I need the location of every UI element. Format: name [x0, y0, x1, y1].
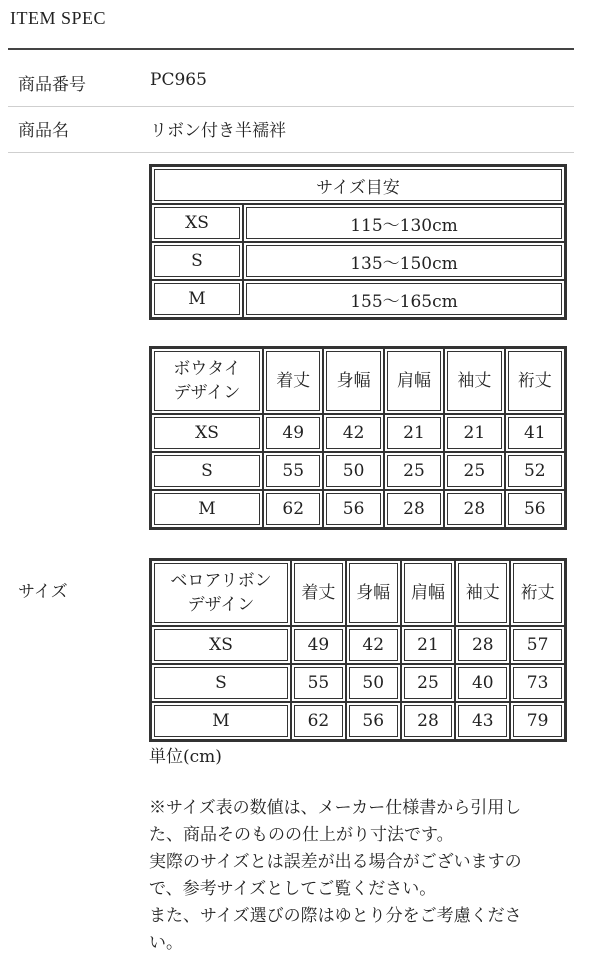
value-cell: 40: [455, 664, 510, 702]
note-line: ※サイズ表の数値は、メーカー仕様書から引用し: [149, 798, 522, 818]
column-header: 肩幅: [401, 560, 456, 626]
size-cell: S: [151, 452, 263, 490]
value-cell: 42: [346, 626, 401, 664]
size-cell: XS: [151, 204, 243, 242]
column-header: 身幅: [323, 348, 383, 414]
note-line: 実際のサイズとは誤差が出る場合がございますの: [149, 852, 522, 872]
product-number-label: 商品番号: [18, 75, 86, 95]
size-cell: M: [151, 702, 291, 740]
column-header: 袖丈: [444, 348, 504, 414]
note-line: た、商品そのものの仕上がり寸法です。: [149, 825, 454, 845]
table-row: [151, 702, 565, 740]
size-cell: S: [151, 664, 291, 702]
size-note: [149, 795, 569, 957]
bowtie-measurements-table: [149, 346, 567, 530]
product-name-value: リボン付き半襦袢: [150, 121, 286, 141]
value-cell: 28: [401, 702, 456, 740]
table-row: [151, 490, 565, 528]
range-cell: 135〜150cm: [243, 242, 565, 280]
size-cell: M: [151, 280, 243, 318]
unit-label: 単位(cm): [149, 747, 222, 767]
size-cell: XS: [151, 626, 291, 664]
table-row: [151, 242, 565, 280]
value-cell: 25: [384, 452, 444, 490]
column-header: 肩幅: [384, 348, 444, 414]
value-cell: 57: [510, 626, 565, 664]
table-row: [151, 626, 565, 664]
row-divider: [8, 152, 574, 153]
item-spec-heading: ITEM SPEC: [10, 8, 107, 28]
column-header: 身幅: [346, 560, 401, 626]
bowtie-header-line2: デザイン: [173, 383, 241, 403]
value-cell: 43: [455, 702, 510, 740]
product-name-label: 商品名: [18, 121, 69, 141]
note-line: い。: [149, 933, 183, 953]
column-header: 裄丈: [505, 348, 565, 414]
row-divider: [8, 106, 574, 107]
value-cell: 21: [444, 414, 504, 452]
column-header: 裄丈: [510, 560, 565, 626]
column-header: 着丈: [263, 348, 323, 414]
value-cell: 52: [505, 452, 565, 490]
value-cell: 56: [323, 490, 383, 528]
table-row: [151, 204, 565, 242]
value-cell: 56: [505, 490, 565, 528]
size-cell: XS: [151, 414, 263, 452]
size-cell: M: [151, 490, 263, 528]
value-cell: 42: [323, 414, 383, 452]
value-cell: 25: [444, 452, 504, 490]
value-cell: 41: [505, 414, 565, 452]
value-cell: 56: [346, 702, 401, 740]
size-cell: S: [151, 242, 243, 280]
value-cell: 21: [401, 626, 456, 664]
table-row: [151, 280, 565, 318]
table-row: [151, 452, 565, 490]
bowtie-header-line1: ボウタイ: [173, 359, 241, 379]
velour-header-line1: ベロアリボン: [170, 571, 272, 591]
table-row: [151, 414, 565, 452]
velour-header-line2: デザイン: [187, 595, 255, 615]
value-cell: 62: [291, 702, 346, 740]
range-cell: 155〜165cm: [243, 280, 565, 318]
range-cell: 115〜130cm: [243, 204, 565, 242]
value-cell: 62: [263, 490, 323, 528]
value-cell: 28: [444, 490, 504, 528]
size-guide-table: [149, 164, 567, 320]
value-cell: 49: [291, 626, 346, 664]
value-cell: 55: [263, 452, 323, 490]
value-cell: 79: [510, 702, 565, 740]
value-cell: 21: [384, 414, 444, 452]
velour-header-cell: [151, 560, 291, 626]
column-header: 着丈: [291, 560, 346, 626]
heading-divider: [8, 48, 574, 50]
table-row: [151, 664, 565, 702]
note-line: で、参考サイズとしてご覧ください。: [149, 879, 437, 899]
value-cell: 25: [401, 664, 456, 702]
product-number-value: PC965: [150, 70, 207, 90]
value-cell: 55: [291, 664, 346, 702]
value-cell: 50: [323, 452, 383, 490]
value-cell: 28: [384, 490, 444, 528]
velour-ribbon-measurements-table: [149, 558, 567, 742]
value-cell: 50: [346, 664, 401, 702]
value-cell: 28: [455, 626, 510, 664]
value-cell: 49: [263, 414, 323, 452]
size-guide-title: サイズ目安: [151, 166, 565, 204]
bowtie-header-cell: [151, 348, 263, 414]
value-cell: 73: [510, 664, 565, 702]
note-line: また、サイズ選びの際はゆとり分をご考慮くださ: [149, 906, 522, 926]
column-header: 袖丈: [455, 560, 510, 626]
size-section-label: サイズ: [18, 582, 68, 602]
